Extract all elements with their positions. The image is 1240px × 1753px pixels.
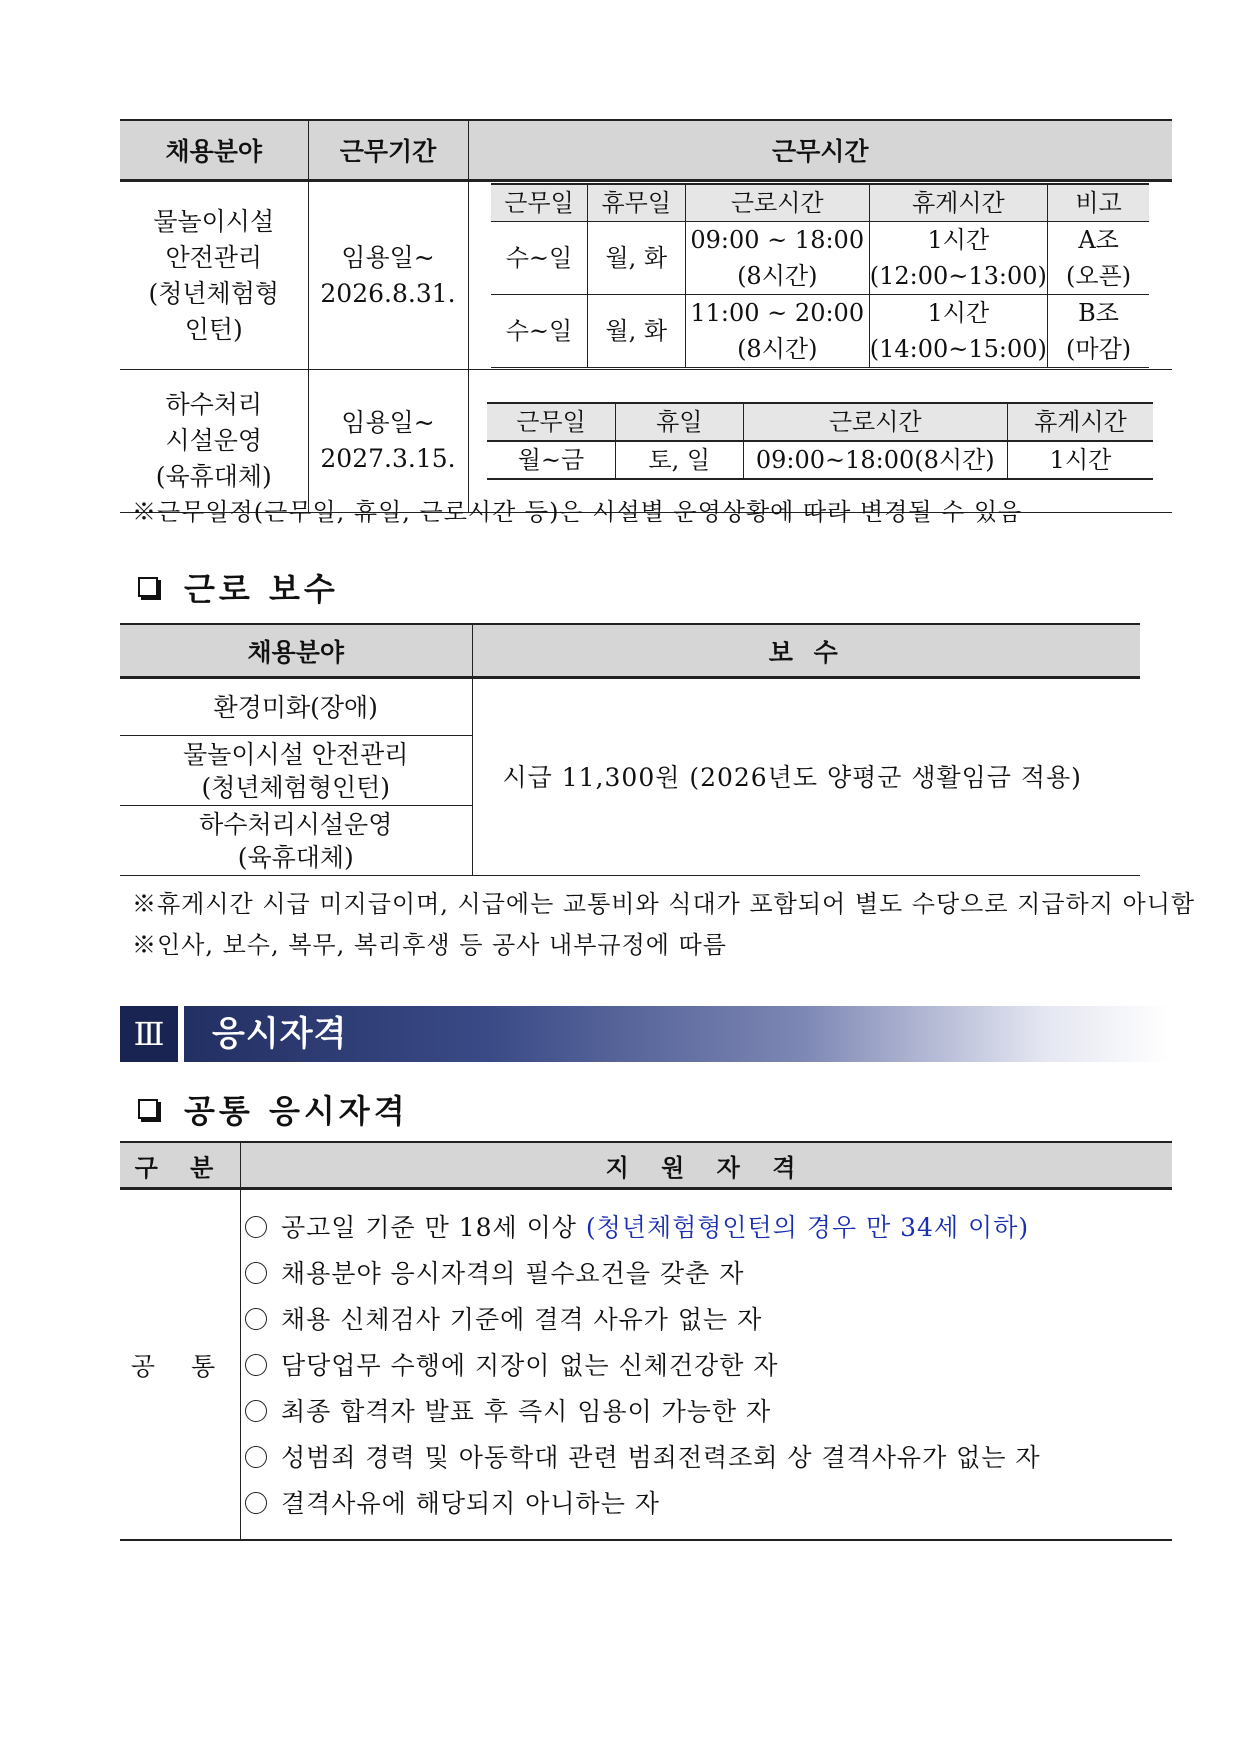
break-line: (14:00~15:00) bbox=[869, 335, 1047, 363]
qual-item bbox=[245, 1481, 1172, 1527]
inner-header: 휴무일 bbox=[587, 184, 685, 222]
inner-header: 휴게시간 bbox=[869, 184, 1047, 222]
field-line: (육휴대체) bbox=[155, 462, 272, 491]
pay-field bbox=[120, 736, 472, 806]
qual-item-text: 공고일 기준 만 18세 이상 bbox=[281, 1213, 577, 1242]
work-schedule-table bbox=[120, 119, 1172, 513]
qual-item bbox=[245, 1297, 1172, 1343]
qual-section-heading bbox=[138, 1086, 409, 1132]
header-field: 채용분야 bbox=[120, 624, 472, 678]
period-line: 임용일~ bbox=[341, 242, 435, 272]
pay-note: ※인사, 보수, 복무, 복리후생 등 공사 내부규정에 따름 bbox=[132, 931, 727, 959]
qual-item bbox=[245, 1205, 1172, 1251]
header-pay: 보 수 bbox=[472, 624, 1140, 678]
field-line: 시설운영 bbox=[165, 426, 263, 455]
pay-table bbox=[120, 623, 1140, 876]
qual-item bbox=[245, 1435, 1172, 1481]
schedule-note: ※근무일정(근무일, 휴일, 근로시간 등)은 시설별 운영상황에 따라 변경될 수 있음 bbox=[132, 498, 1023, 526]
pay-field-line: 환경미화(장애) bbox=[213, 692, 378, 722]
inner-row bbox=[491, 222, 1149, 295]
pool-hours-table bbox=[491, 183, 1149, 368]
circle-bullet-icon bbox=[245, 1446, 267, 1468]
qual-item-text: 채용 신체검사 기준에 결격 사유가 없는 자 bbox=[281, 1305, 763, 1334]
break-line: 1시간 bbox=[927, 299, 990, 327]
pay-section-heading bbox=[138, 564, 339, 610]
pay-note: ※휴게시간 시급 미지급이며, 시급에는 교통비와 식대가 포함되어 별도 수당으로 지급하지 아니함 bbox=[132, 890, 1196, 918]
pay-field-line: (육휴대체) bbox=[237, 842, 354, 872]
inner-header: 근로시간 bbox=[685, 184, 869, 222]
header-field: 채용분야 bbox=[120, 120, 308, 181]
pay-amount: 시급 11,300원 (2026년도 양평군 생활임금 적용) bbox=[502, 762, 1082, 792]
inner-header: 휴게시간 bbox=[1007, 403, 1153, 441]
qual-category: 공 통 bbox=[120, 1189, 241, 1541]
hours-cell bbox=[468, 181, 1172, 370]
circle-bullet-icon bbox=[245, 1262, 267, 1284]
square-bullet-icon bbox=[138, 577, 158, 597]
pay-row bbox=[120, 678, 1140, 736]
note-line: (오픈) bbox=[1066, 262, 1132, 290]
field-line: 안전관리 bbox=[165, 242, 263, 272]
shift-note bbox=[1047, 295, 1149, 368]
workdays: 수~일 bbox=[491, 295, 587, 368]
period-cell bbox=[308, 181, 468, 370]
qualification-table bbox=[120, 1141, 1172, 1541]
field-line: 물놀이시설 bbox=[153, 206, 275, 236]
inner-header: 비고 bbox=[1047, 184, 1149, 222]
pay-header-row bbox=[120, 624, 1140, 678]
section-banner bbox=[120, 1006, 1170, 1062]
circle-bullet-icon bbox=[245, 1216, 267, 1238]
qual-item bbox=[245, 1251, 1172, 1297]
inner-row bbox=[491, 295, 1149, 368]
inner-header-row bbox=[491, 184, 1149, 222]
hours-line: (8시간) bbox=[737, 262, 818, 290]
pay-field-line: 물놀이시설 안전관리 bbox=[183, 739, 409, 769]
pay-field-line: 하수처리시설운영 bbox=[199, 809, 393, 839]
header-period: 근무기간 bbox=[308, 120, 468, 181]
hours-line: 11:00 ~ 20:00 bbox=[690, 299, 865, 327]
qual-items bbox=[241, 1189, 1173, 1541]
qual-item-text: 채용분야 응시자격의 필수요건을 갖춘 자 bbox=[281, 1259, 745, 1288]
work-hours: 09:00~18:00(8시간) bbox=[743, 441, 1007, 479]
banner-divider bbox=[178, 1006, 184, 1062]
inner-header: 근무일 bbox=[487, 403, 615, 441]
field-line: 인턴) bbox=[184, 314, 243, 344]
work-hours bbox=[685, 295, 869, 368]
note-line: (마감) bbox=[1066, 335, 1132, 363]
break-line: (12:00~13:00) bbox=[869, 262, 1047, 290]
qual-item-text: 결격사유에 해당되지 아니하는 자 bbox=[281, 1489, 660, 1518]
break-time bbox=[869, 295, 1047, 368]
shift-note bbox=[1047, 222, 1149, 295]
header-hours: 근무시간 bbox=[468, 120, 1172, 181]
note-line: B조 bbox=[1078, 299, 1119, 327]
workdays: 수~일 bbox=[491, 222, 587, 295]
period-line: 임용일~ bbox=[341, 408, 435, 437]
field-line: 하수처리 bbox=[165, 390, 263, 419]
circle-bullet-icon bbox=[245, 1492, 267, 1514]
section-number: Ⅲ bbox=[120, 1006, 178, 1062]
pay-field bbox=[120, 806, 472, 876]
sewage-hours-table bbox=[487, 402, 1153, 480]
period-line: 2027.3.15. bbox=[320, 444, 456, 473]
workdays: 월~금 bbox=[487, 441, 615, 479]
hours-line: 09:00 ~ 18:00 bbox=[690, 226, 865, 254]
offdays: 월, 화 bbox=[587, 295, 685, 368]
qual-section-title: 공통 응시자격 bbox=[184, 1092, 409, 1130]
inner-header-row bbox=[487, 403, 1153, 441]
square-bullet-icon bbox=[138, 1099, 158, 1119]
period-line: 2026.8.31. bbox=[320, 278, 456, 308]
schedule-row-pool bbox=[120, 181, 1172, 370]
circle-bullet-icon bbox=[245, 1354, 267, 1376]
qual-item-text: 성범죄 경력 및 아동학대 관련 범죄전력조회 상 결격사유가 없는 자 bbox=[281, 1443, 1041, 1472]
qual-row bbox=[120, 1189, 1172, 1541]
inner-header: 근로시간 bbox=[743, 403, 1007, 441]
qual-item bbox=[245, 1389, 1172, 1435]
circle-bullet-icon bbox=[245, 1400, 267, 1422]
field-cell bbox=[120, 181, 308, 370]
field-line: (청년체험형 bbox=[148, 278, 279, 308]
qual-item-text: 최종 합격자 발표 후 즉시 임용이 가능한 자 bbox=[281, 1397, 772, 1426]
inner-header: 휴일 bbox=[615, 403, 743, 441]
inner-header: 근무일 bbox=[491, 184, 587, 222]
note-line: A조 bbox=[1078, 226, 1119, 254]
break-line: 1시간 bbox=[927, 226, 990, 254]
qual-item bbox=[245, 1343, 1172, 1389]
schedule-header-row bbox=[120, 120, 1172, 181]
header-category: 구 분 bbox=[120, 1142, 241, 1189]
qual-item-text: 담당업무 수행에 지장이 없는 신체건강한 자 bbox=[281, 1351, 779, 1380]
header-qualification: 지 원 자 격 bbox=[241, 1142, 1173, 1189]
circle-bullet-icon bbox=[245, 1308, 267, 1330]
break-time: 1시간 bbox=[1007, 441, 1153, 479]
offdays: 월, 화 bbox=[587, 222, 685, 295]
hours-line: (8시간) bbox=[737, 335, 818, 363]
pay-field-line: (청년체험형인턴) bbox=[201, 772, 391, 802]
break-time bbox=[869, 222, 1047, 295]
inner-row bbox=[487, 441, 1153, 479]
qual-header-row bbox=[120, 1142, 1172, 1189]
pay-section-title: 근로 보수 bbox=[184, 570, 339, 608]
pay-field bbox=[120, 678, 472, 736]
section-title: 응시자격 bbox=[212, 1014, 348, 1054]
holidays: 토, 일 bbox=[615, 441, 743, 479]
work-hours bbox=[685, 222, 869, 295]
qual-item-note: (청년체험형인턴의 경우 만 34세 이하) bbox=[585, 1213, 1030, 1242]
